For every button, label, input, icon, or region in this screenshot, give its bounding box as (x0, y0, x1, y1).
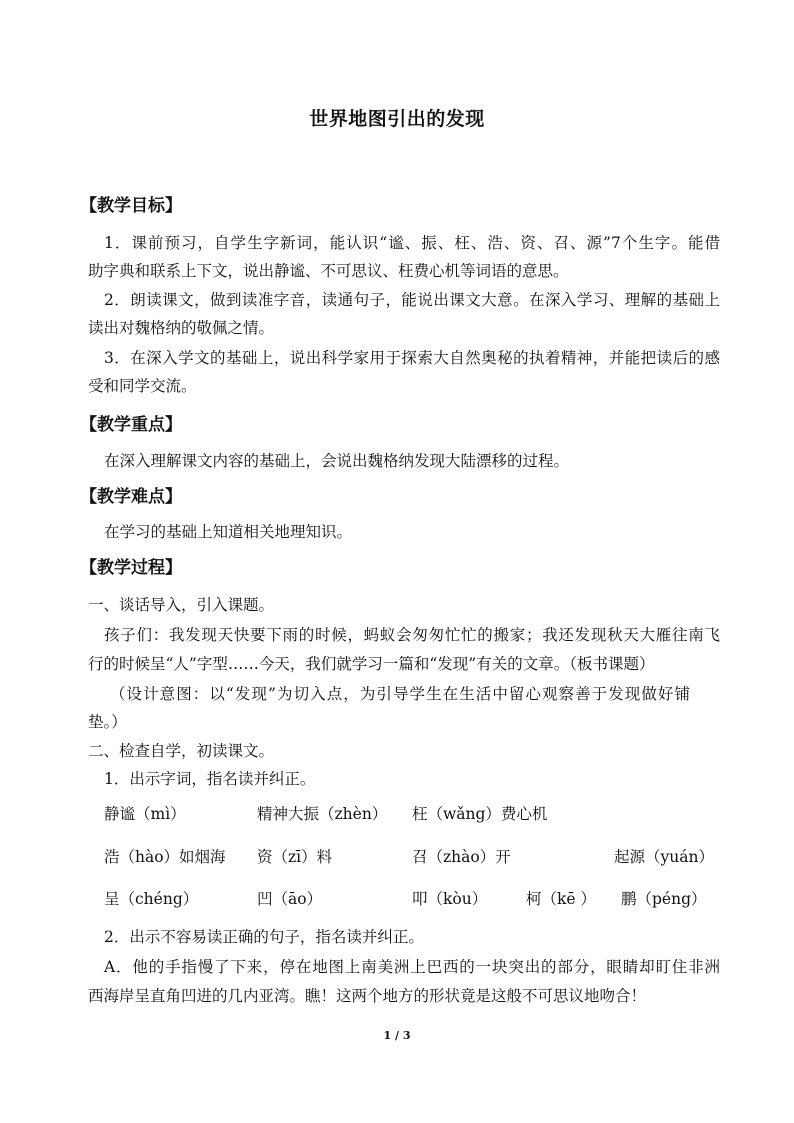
objective-2-line-1: 2．朗读课文，做到读准字音，读通句子，能说出课文大意。在深入学习、理解的基础上 (104, 291, 720, 309)
key-points-text: 在深入理解课文内容的基础上，会说出魏格纳发现大陆漂移的过程。 (104, 452, 570, 470)
vocab-word-12: 鹏（péng） (621, 890, 707, 908)
vocab-word-7: 起源（yuán） (614, 848, 714, 866)
process-step-2: 二、检查自学，初读课文。 (88, 742, 275, 760)
process-step-1-line-2: 行的时候呈“人”字型……今天，我们就学习一篇和“发现”有关的文章。（板书课题） (88, 655, 655, 673)
objective-2-line-2: 读出对魏格纳的敬佩之情。 (88, 319, 275, 337)
sentence-a-line-1: A．他的手指慢了下来，停在地图上南美洲上巴西的一块突出的部分，眼睛却盯住非洲 (104, 958, 720, 976)
objective-3-line-1: 3．在深入学文的基础上，说出科学家用于探索大自然奥秘的执着精神，并能把读后的感 (104, 349, 720, 367)
objective-1-line-1: 1．课前预习，自学生字新词，能认识“谧、振、枉、浩、资、召、源”7个生字。能借 (104, 234, 720, 252)
objective-1-line-2: 助字典和联系上下文，说出静谧、不可思议、枉费心机等词语的意思。 (88, 262, 569, 280)
section-heading-process: 【教学过程】 (80, 558, 182, 578)
design-note-line-2: 垫。） (88, 713, 127, 731)
design-note-line-1: （设计意图：以“发现”为切入点，为引导学生在生活中留心观察善于发现做好铺 (110, 685, 690, 703)
difficulties-text: 在学习的基础上知道相关地理知识。 (104, 523, 353, 541)
vocab-word-4: 浩（hào）如烟海 (104, 848, 226, 866)
vocab-word-5: 资（zī）料 (257, 848, 333, 866)
section-heading-key-points: 【教学重点】 (80, 415, 182, 435)
section-heading-difficulties: 【教学难点】 (80, 487, 182, 507)
process-step-1: 一、谈话导入，引入课题。 (88, 596, 275, 614)
process-step-2-2: 2．出示不容易读正确的句子，指名读并纠正。 (104, 928, 424, 946)
vocab-word-3: 枉（wǎng）费心机 (412, 805, 548, 823)
process-step-2-1: 1．出示字词，指名读并纠正。 (104, 770, 316, 788)
section-heading-objectives: 【教学目标】 (80, 196, 182, 216)
vocab-word-9: 凹（āo） (257, 890, 323, 908)
vocab-word-11: 柯（kē ） (526, 890, 596, 908)
objective-3-line-2: 受和同学交流。 (88, 377, 197, 395)
vocab-word-10: 叩（kòu） (412, 890, 488, 908)
vocab-word-6: 召（zhào）开 (412, 848, 511, 866)
vocab-word-8: 呈（chéng） (104, 890, 199, 908)
process-step-1-line-1: 孩子们：我发现天快要下雨的时候，蚂蚁会匆匆忙忙的搬家；我还发现秋天大雁往南飞 (104, 626, 720, 644)
sentence-a-line-2: 西海岸呈直角凹进的几内亚湾。瞧！这两个地方的形状竟是这般不可思议地吻合！ (88, 987, 647, 1005)
vocab-word-2: 精神大振（zhèn） (257, 805, 388, 823)
page-title: 世界地图引出的发现 (309, 108, 485, 130)
vocab-word-1: 静谧（mì） (104, 805, 186, 823)
page-number: 1 / 3 (383, 1029, 411, 1042)
